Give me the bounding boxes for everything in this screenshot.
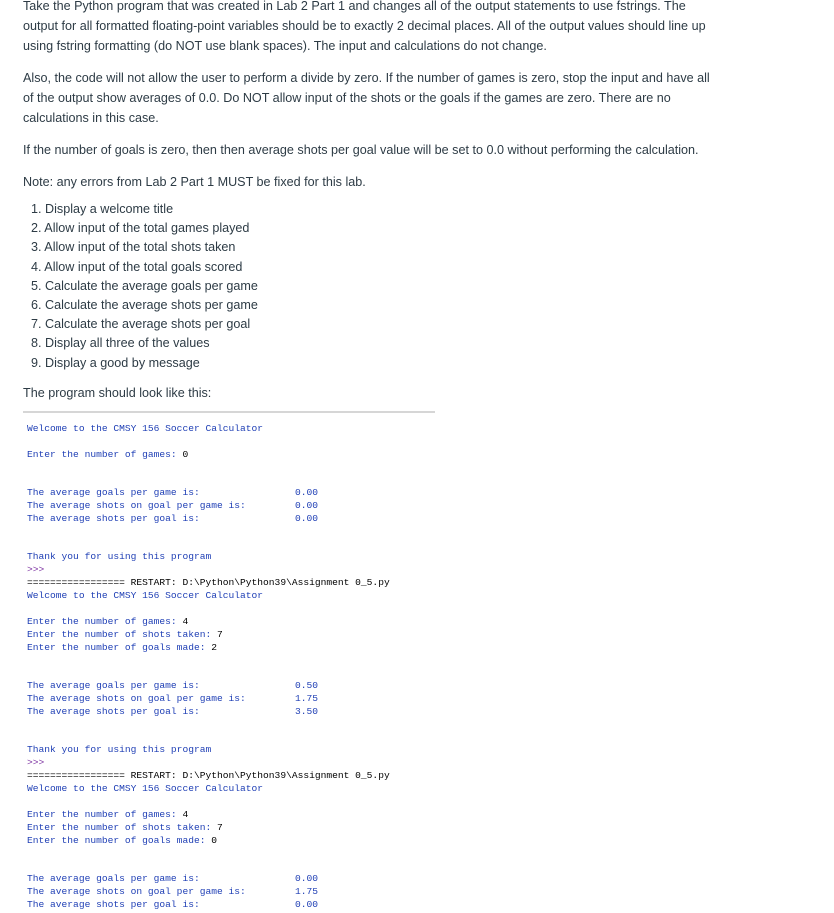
instruction-paragraph-1: Take the Python program that was created in Lab 2 Part 1 and changes all of the output statements to use fstrings. The output for all formatted floating-point variables should be to exactly 2 decimal places. All of the output values should line up using fstring formatting (do NOT use blank spaces). The input and calculations do not change. (23, 0, 706, 53)
console-avg-goals-value: 0.00 (295, 487, 319, 498)
console-avg-spg-label: The average shots per goal is: (27, 513, 200, 524)
console-thanks: Thank you for using this program (27, 551, 212, 562)
console-games-line: Enter the number of games: 0 (27, 449, 189, 460)
assignment-document (23, 0, 723, 413)
console-avg-spg-value: 3.50 (295, 706, 319, 717)
console-shots-line: Enter the number of shots taken: 7 (27, 822, 223, 833)
console-avg-shots-label: The average shots on goal per game is: (27, 886, 246, 897)
console-avg-shots-value: 1.75 (295, 693, 319, 704)
console-restart: ================= RESTART: D:\Python\Python39\Assignment 0_5.py (27, 770, 390, 781)
console-avg-goals-value: 0.50 (295, 680, 319, 691)
list-item: 5. Calculate the average goals per game (31, 278, 258, 293)
console-avg-spg-label: The average shots per goal is: (27, 706, 200, 717)
instruction-paragraph-3: If the number of goals is zero, then then average shots per goal value will be set to 0.0 without performing the calculation. (23, 143, 699, 157)
console-shots-line: Enter the number of shots taken: 7 (27, 629, 223, 640)
output-intro: The program should look like this: (23, 385, 212, 400)
list-item: 7. Calculate the average shots per goal (31, 317, 251, 332)
console-avg-shots-value: 1.75 (295, 886, 319, 897)
console-goals-line: Enter the number of goals made: 2 (27, 642, 218, 653)
list-item: 6. Calculate the average shots per game (31, 298, 258, 313)
list-item: 4. Allow input of the total goals scored (31, 259, 243, 274)
divider (23, 411, 435, 413)
console-welcome: Welcome to the CMSY 156 Soccer Calculator (27, 590, 264, 601)
console-avg-goals-value: 0.00 (295, 873, 319, 884)
list-item: 3. Allow input of the total shots taken (31, 240, 236, 255)
console-welcome: Welcome to the CMSY 156 Soccer Calculator (27, 783, 264, 794)
console-welcome: Welcome to the CMSY 156 Soccer Calculator (27, 423, 264, 434)
console-avg-spg-value: 0.00 (295, 899, 319, 910)
instruction-paragraph-2: Also, the code will not allow the user to perform a divide by zero. If the number of games is zero, stop the input and have all of the output show averages of 0.0. Do NOT allow input of the shots or the goals if the games are zero. There are no calculations in this case. (23, 71, 710, 125)
list-item: 1. Display a welcome title (31, 202, 174, 216)
console-avg-goals-label: The average goals per game is: (27, 487, 200, 498)
console-goals-line: Enter the number of goals made: 0 (27, 835, 218, 846)
console-avg-goals-label: The average goals per game is: (27, 680, 200, 691)
console-avg-spg-label: The average shots per goal is: (27, 899, 200, 910)
list-item: 9. Display a good by message (31, 355, 200, 370)
list-item: 8. Display all three of the values (31, 336, 210, 351)
list-item: 2. Allow input of the total games played (31, 221, 250, 236)
console-avg-shots-label: The average shots on goal per game is: (27, 693, 246, 704)
instruction-note: Note: any errors from Lab 2 Part 1 MUST be fixed for this lab. (23, 175, 366, 189)
console-thanks: Thank you for using this program (27, 744, 212, 755)
console-avg-spg-value: 0.00 (295, 513, 319, 524)
console-avg-goals-label: The average goals per game is: (27, 873, 200, 884)
console-avg-shots-value: 0.00 (295, 500, 319, 511)
console-avg-shots-label: The average shots on goal per game is: (27, 500, 246, 511)
console-prompt: >>> (27, 757, 45, 768)
console-games-line: Enter the number of games: 4 (27, 809, 189, 820)
console-games-line: Enter the number of games: 4 (27, 616, 189, 627)
steps-list (23, 200, 723, 373)
console-prompt: >>> (27, 564, 45, 575)
console-restart: ================= RESTART: D:\Python\Python39\Assignment 0_5.py (27, 577, 390, 588)
